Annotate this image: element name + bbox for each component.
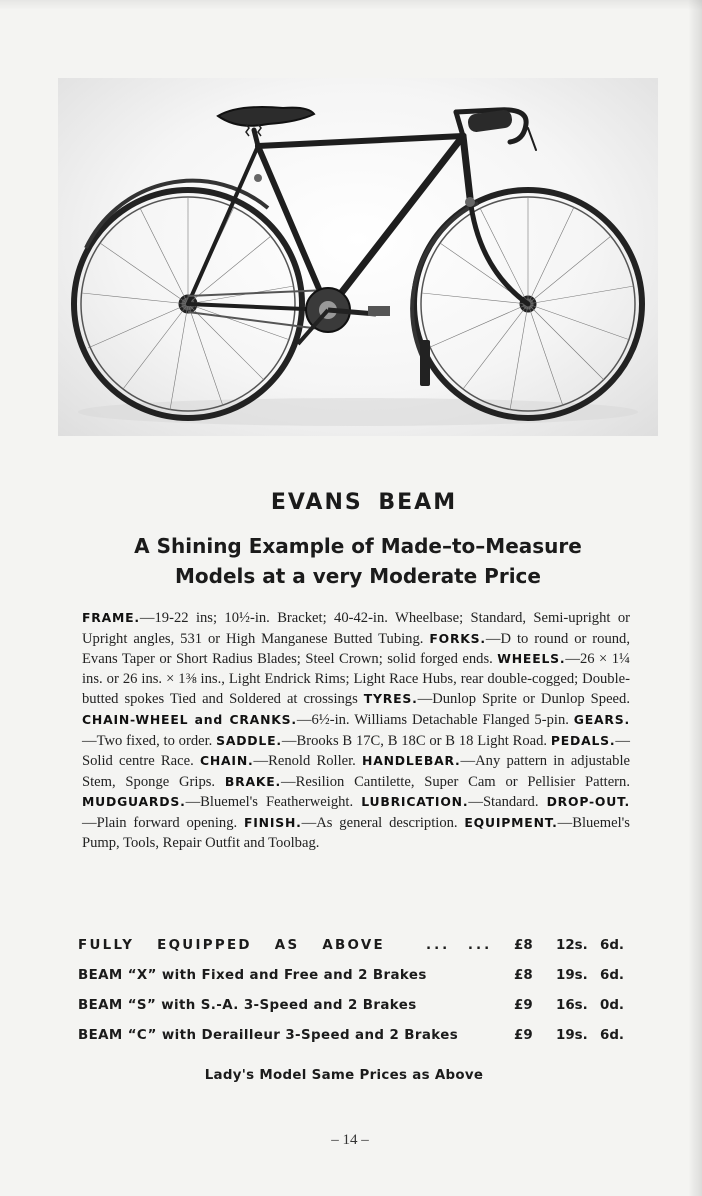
page-number: – 14 – xyxy=(331,1132,369,1148)
spec-item xyxy=(244,815,458,831)
price-description: BEAM “C” with Derailleur 3-Speed and 2 Brakes xyxy=(78,1028,459,1043)
spec-label: BRAKE. xyxy=(224,773,282,789)
price-shillings: 12s. xyxy=(556,938,588,953)
price-row xyxy=(78,968,638,998)
price-pence: 0d. xyxy=(600,998,624,1013)
spec-text: —Resilion Cantilette, Super Cam or Pellisier Pattern. xyxy=(281,773,630,790)
spec-item xyxy=(82,794,353,810)
spec-label: CHAIN-WHEEL and CRANKS. xyxy=(82,711,297,727)
spec-label: MUDGUARDS. xyxy=(82,794,186,810)
specification-paragraph xyxy=(82,608,630,853)
spec-text: —19-22 ins; 10½-in. Bracket; 40-42-in. Wheelbase; Standard, Semi-upright or Upright angles, 531 or High Manganese Butted Tubing. xyxy=(82,610,630,647)
page-edge-shadow xyxy=(688,0,702,1196)
subtitle-line-1: A Shining Example of Made–to–Measure xyxy=(134,534,582,558)
spec-text: —Bluemel's Featherweight. xyxy=(185,794,354,811)
price-pounds: £8 xyxy=(514,968,533,983)
spec-text: —Solid centre Race. xyxy=(82,732,630,770)
spec-item xyxy=(216,733,547,749)
spec-text: —Two fixed, to order. xyxy=(82,732,213,749)
spec-text: —Plain forward opening. xyxy=(82,814,238,831)
saddle xyxy=(218,107,314,126)
spec-item xyxy=(200,753,356,769)
price-pence: 6d. xyxy=(600,968,624,983)
spec-label: SADDLE. xyxy=(216,732,282,748)
spec-label: LUBRICATION. xyxy=(361,794,469,810)
price-pounds: £9 xyxy=(514,998,533,1013)
page-top-shadow xyxy=(0,0,702,10)
price-list xyxy=(78,938,638,1058)
spec-item xyxy=(364,691,630,707)
spec-label: FORKS. xyxy=(429,630,486,646)
spec-label: GEARS. xyxy=(573,711,630,727)
spec-item xyxy=(225,774,630,790)
spec-text: —D to round or round, Evans Taper or Short Radius Blades; Steel Crown; solid forged ends. xyxy=(82,630,630,668)
spec-label: FRAME. xyxy=(82,610,140,625)
front-brake xyxy=(465,197,475,207)
leader-dots: ... ... xyxy=(426,938,493,953)
bicycle-illustration xyxy=(58,78,658,436)
price-pence: 6d. xyxy=(600,1028,624,1043)
spec-text: —Brooks B 17C, B 18C or B 18 Light Road. xyxy=(281,732,548,749)
chainwheel xyxy=(298,288,390,344)
pedal xyxy=(368,306,390,316)
spec-label: FINISH. xyxy=(243,814,302,830)
price-shillings: 16s. xyxy=(556,998,588,1013)
spec-label: WHEELS. xyxy=(497,651,566,667)
price-pounds: £8 xyxy=(514,938,533,953)
spec-text: —6½-in. Williams Detachable Flanged 5-pin. xyxy=(296,711,569,728)
spec-text: —Dunlop Sprite or Dunlop Speed. xyxy=(417,691,630,708)
spec-text: —Renold Roller. xyxy=(253,753,356,770)
subtitle-line-2: Models at a very Moderate Price xyxy=(175,564,541,588)
model-title: EVANS BEAM xyxy=(270,490,458,515)
spec-text: —Standard. xyxy=(468,794,539,811)
spec-text: —26 × 1¼ ins. or 26 ins. × 1⅜ ins., Light Endrick Rims; Light Race Hubs, rear double-cogged; Double-butted spokes Tied and Soldered at crossings xyxy=(82,651,630,708)
price-shillings: 19s. xyxy=(556,1028,588,1043)
price-row xyxy=(78,938,638,968)
spec-label: CHAIN. xyxy=(199,753,254,769)
spec-label: HANDLEBAR. xyxy=(362,753,461,769)
spec-label: PEDALS. xyxy=(550,732,616,748)
price-row xyxy=(78,998,638,1028)
spec-label: DROP-OUT. xyxy=(546,794,630,810)
price-description: BEAM “X” with Fixed and Free and 2 Brakes xyxy=(78,968,427,983)
spec-label: EQUIPMENT. xyxy=(464,814,558,830)
rear-brake xyxy=(254,174,262,182)
price-description: BEAM “S” with S.-A. 3-Speed and 2 Brakes xyxy=(78,998,417,1013)
spec-text: —Bluemel's Pump, Tools, Repair Outfit and Toolbag. xyxy=(82,814,630,851)
ladies-model-note: Lady's Model Same Prices as Above xyxy=(204,1068,484,1083)
spec-text: —As general description. xyxy=(301,814,458,831)
price-pounds: £9 xyxy=(514,1028,533,1043)
mudflap xyxy=(420,340,430,386)
spec-item xyxy=(82,712,569,728)
spec-label: TYRES. xyxy=(363,691,418,707)
price-pence: 6d. xyxy=(600,938,624,953)
spec-text: —Any pattern in adjustable Stem, Sponge Grips. xyxy=(82,753,630,790)
price-row xyxy=(78,1028,638,1058)
price-description: FULLY EQUIPPED AS ABOVE xyxy=(78,938,385,953)
price-shillings: 19s. xyxy=(556,968,588,983)
bicycle-photo xyxy=(58,78,658,436)
spec-item xyxy=(361,794,538,810)
bicycle-frame xyxy=(188,112,528,310)
